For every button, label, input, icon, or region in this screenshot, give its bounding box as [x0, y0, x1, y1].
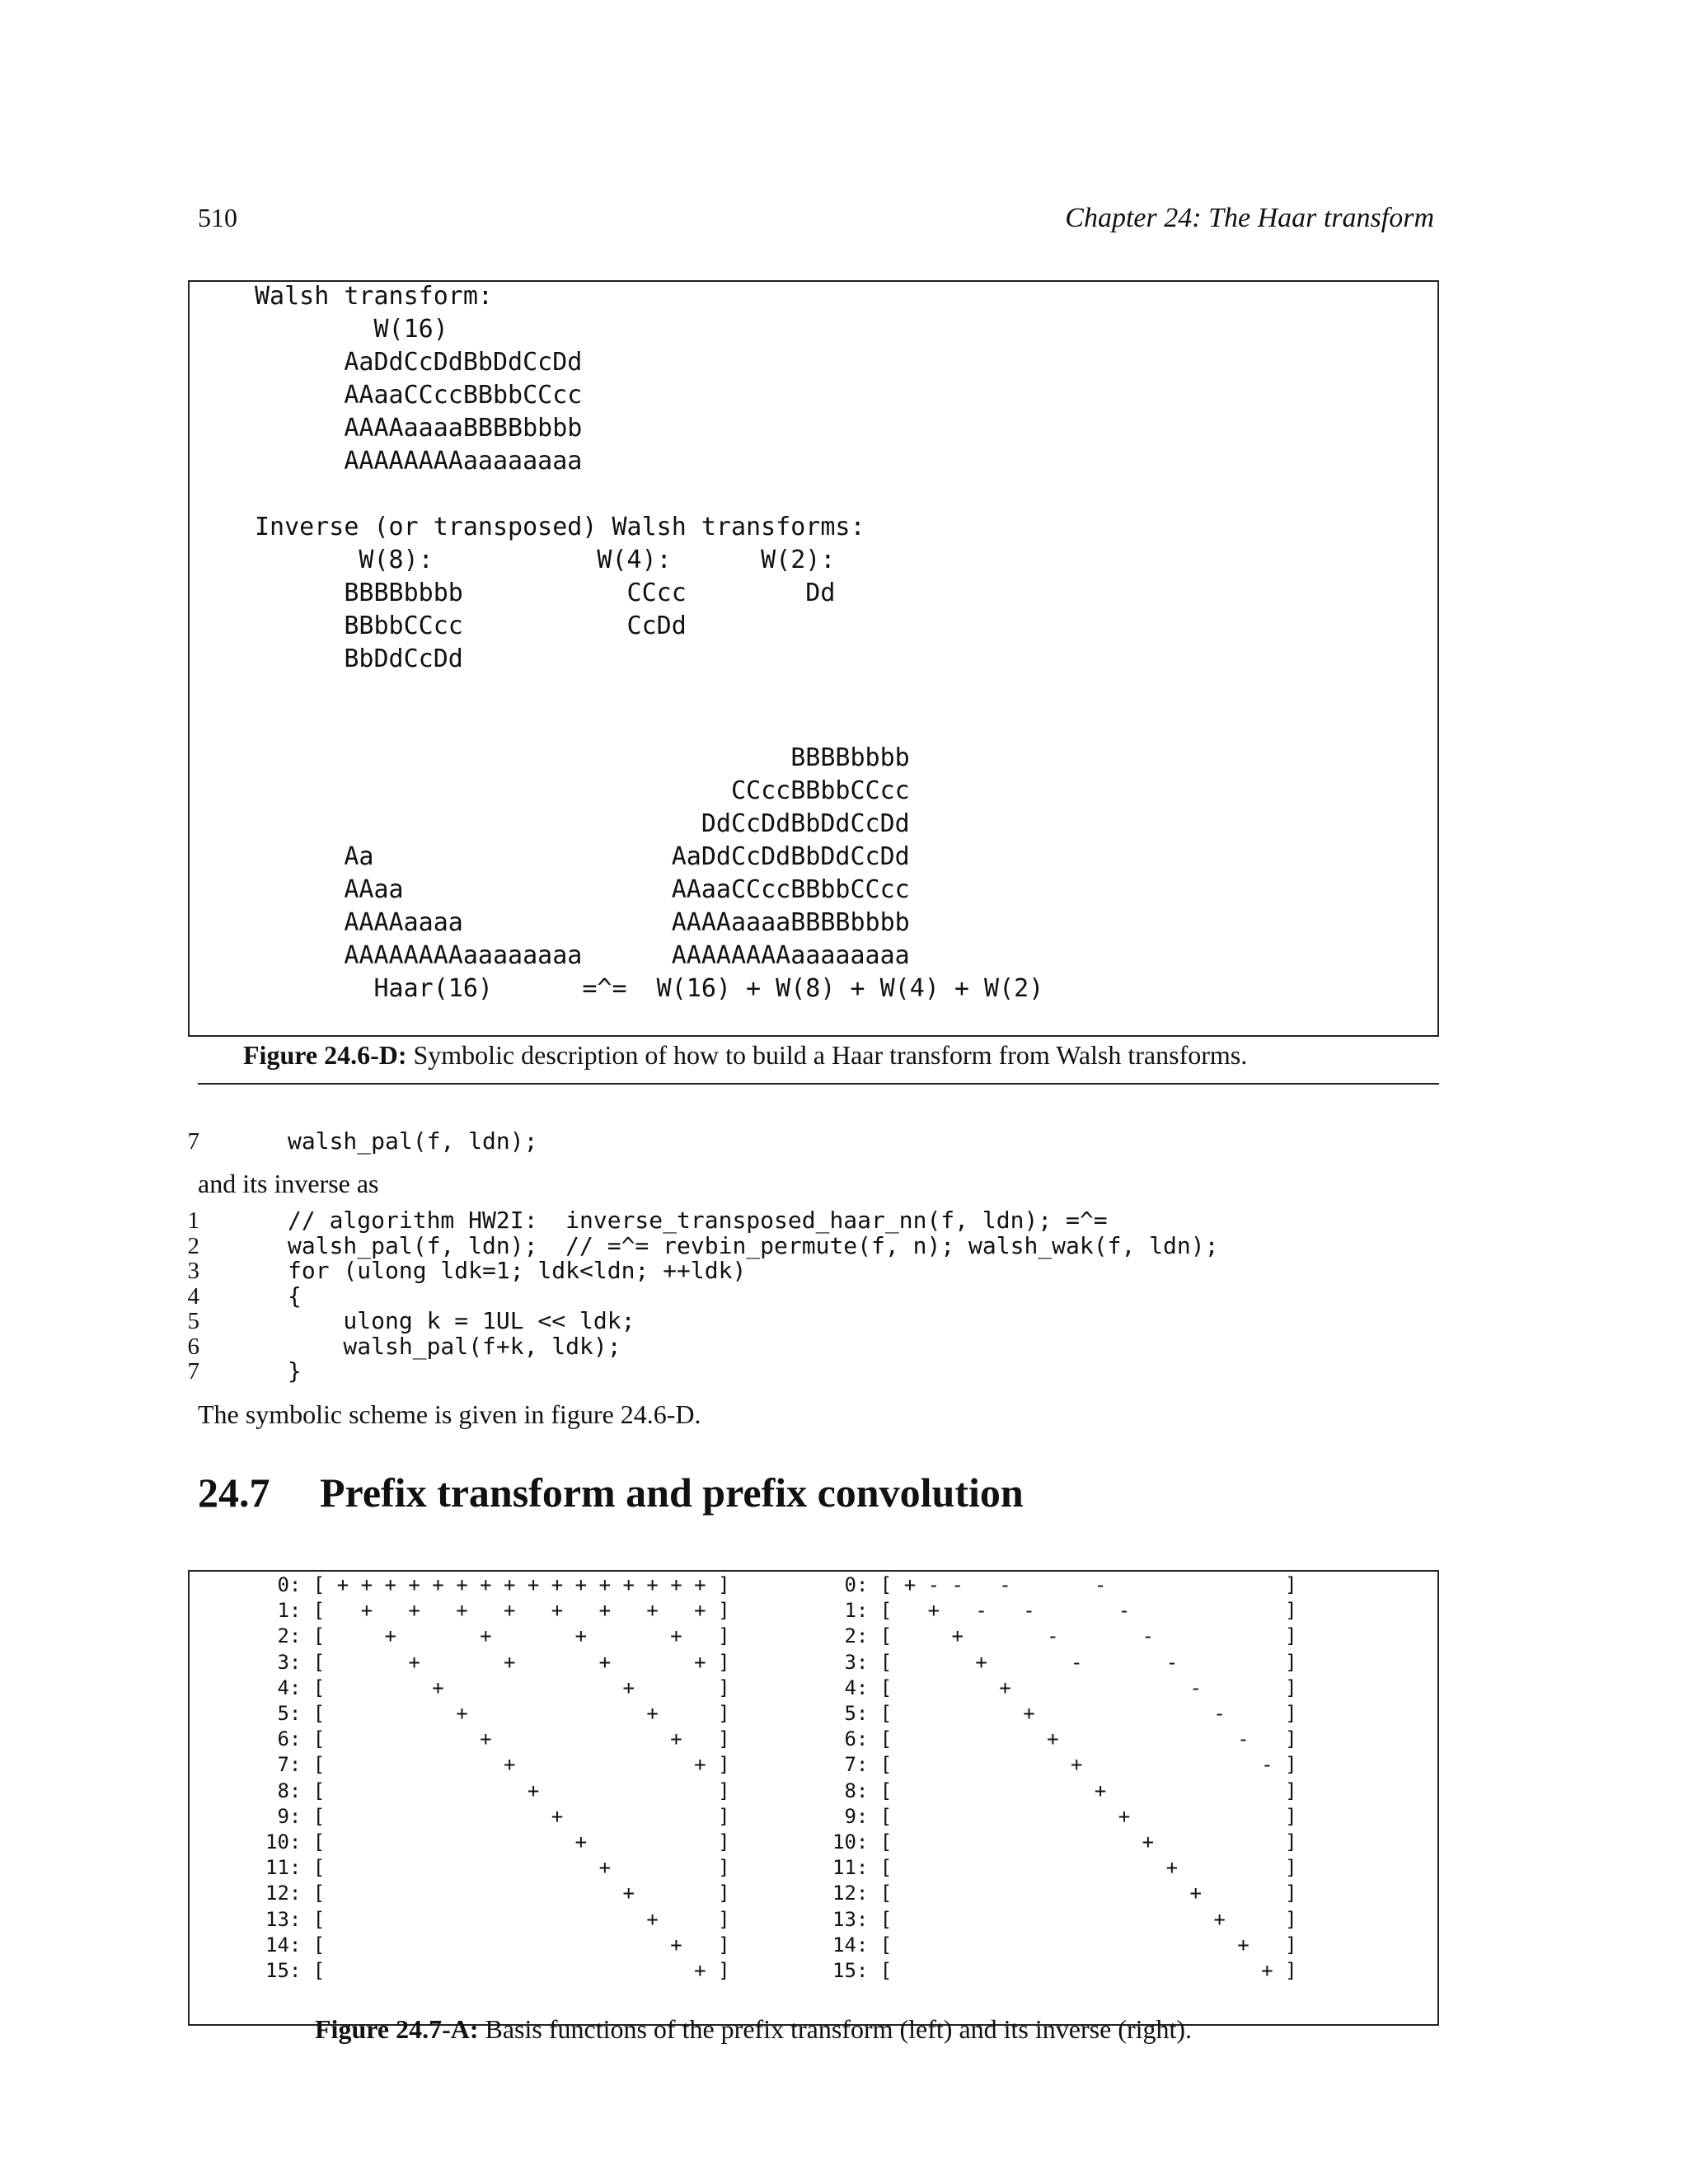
section-number: 24.7: [198, 1469, 270, 1516]
haar-from-walsh-block: BBBBbbbb CCccBBbbCCcc DdCcDdBbDdCcDd Aa AaDdCcDdBbDdCcDd AAaa AAaaCCccBBbbCCcc AAAAaaaa AAAAaaaaBBBBbbbb AAAAAAAAaaaaaaaa AAAAAAAAaaaaaaaa Haar(16) =^= W(16) + W(8) + W(4) + W(2): [344, 743, 1044, 1003]
code-line-numbers-2: 1 2 3 4 5 6 7: [187, 1207, 199, 1385]
figure-bottom-rule: [198, 1083, 1439, 1085]
figure-24-7-a-caption: [315, 2014, 1192, 2045]
page-number: 510: [198, 203, 237, 232]
figure-24-7-a-label: Figure 24.7-A:: [315, 2014, 479, 2044]
walsh-transform-block: Walsh transform: W(16) AaDdCcDdBbDdCcDd AAaaCCccBBbbCCcc AAAAaaaaBBBBbbbb AAAAAAAAaaaaaaaa: [255, 282, 583, 476]
running-head: Chapter 24: The Haar transform: [1065, 203, 1434, 233]
text-symbolic-scheme: The symbolic scheme is given in figure 24.6-D.: [198, 1399, 701, 1429]
section-heading: [198, 1469, 1024, 1516]
text-inverse-intro: and its inverse as: [198, 1169, 379, 1198]
inverse-walsh-transforms-block: Inverse (or transposed) Walsh transforms: W(8): W(4): W(2): BBBBbbbb CCcc Dd BBbbCCcc CcDd BbDdCcDd: [255, 513, 865, 673]
prefix-transform-basis-matrix: 0: [ + + + + + + + + + + + + + + + + ] 1: [ + + + + + + + + ] 2: [ + + + + ] 3: [ + + + + ] 4: [ + + ] 5: [ + + ] 6: [ + + ] 7: [ + + ] 8: [ + ] 9: [ + ] 10: [ + ] 11: [ + ] 12: [ + ] 13: [ + ] 14: [ + ] 15: [ + ]: [265, 1573, 730, 1983]
section-title: Prefix transform and prefix convolution: [320, 1469, 1024, 1516]
figure-24-6-d-label: Figure 24.6-D:: [243, 1040, 407, 1070]
code-line-numbers-1: 7: [187, 1128, 199, 1155]
code-fragment-1: walsh_pal(f, ldn);: [288, 1127, 538, 1155]
inverse-prefix-transform-basis-matrix: 0: [ + - - - - ] 1: [ + - - - ] 2: [ + - - ] 3: [ + - - ] 4: [ + - ] 5: [ + - ] 6: [ + - ] 7: [ + - ] 8: [ + ] 9: [ + ] 10: [ + ] 11: [ + ] 12: [ + ] 13: [ + ] 14: [ + ] 15: [ + ]: [832, 1573, 1297, 1983]
figure-24-6-d-caption: [243, 1040, 1247, 1071]
code-fragment-2: // algorithm HW2I: inverse_transposed_haar_nn(f, ldn); =^= walsh_pal(f, ldn); // =^= revbin_permute(f, n); walsh_wak(f, ldn); for (ulong ldk=1; ldk<ldn; ++ldk) { ulong k = 1UL << ldk; walsh_pal(f+k, ldk); }: [288, 1207, 1219, 1385]
figure-24-7-a-caption-text: Basis functions of the prefix transform (left) and its inverse (right).: [478, 2014, 1193, 2044]
figure-24-6-d-caption-text: Symbolic description of how to build a Haar transform from Walsh transforms.: [406, 1040, 1248, 1070]
